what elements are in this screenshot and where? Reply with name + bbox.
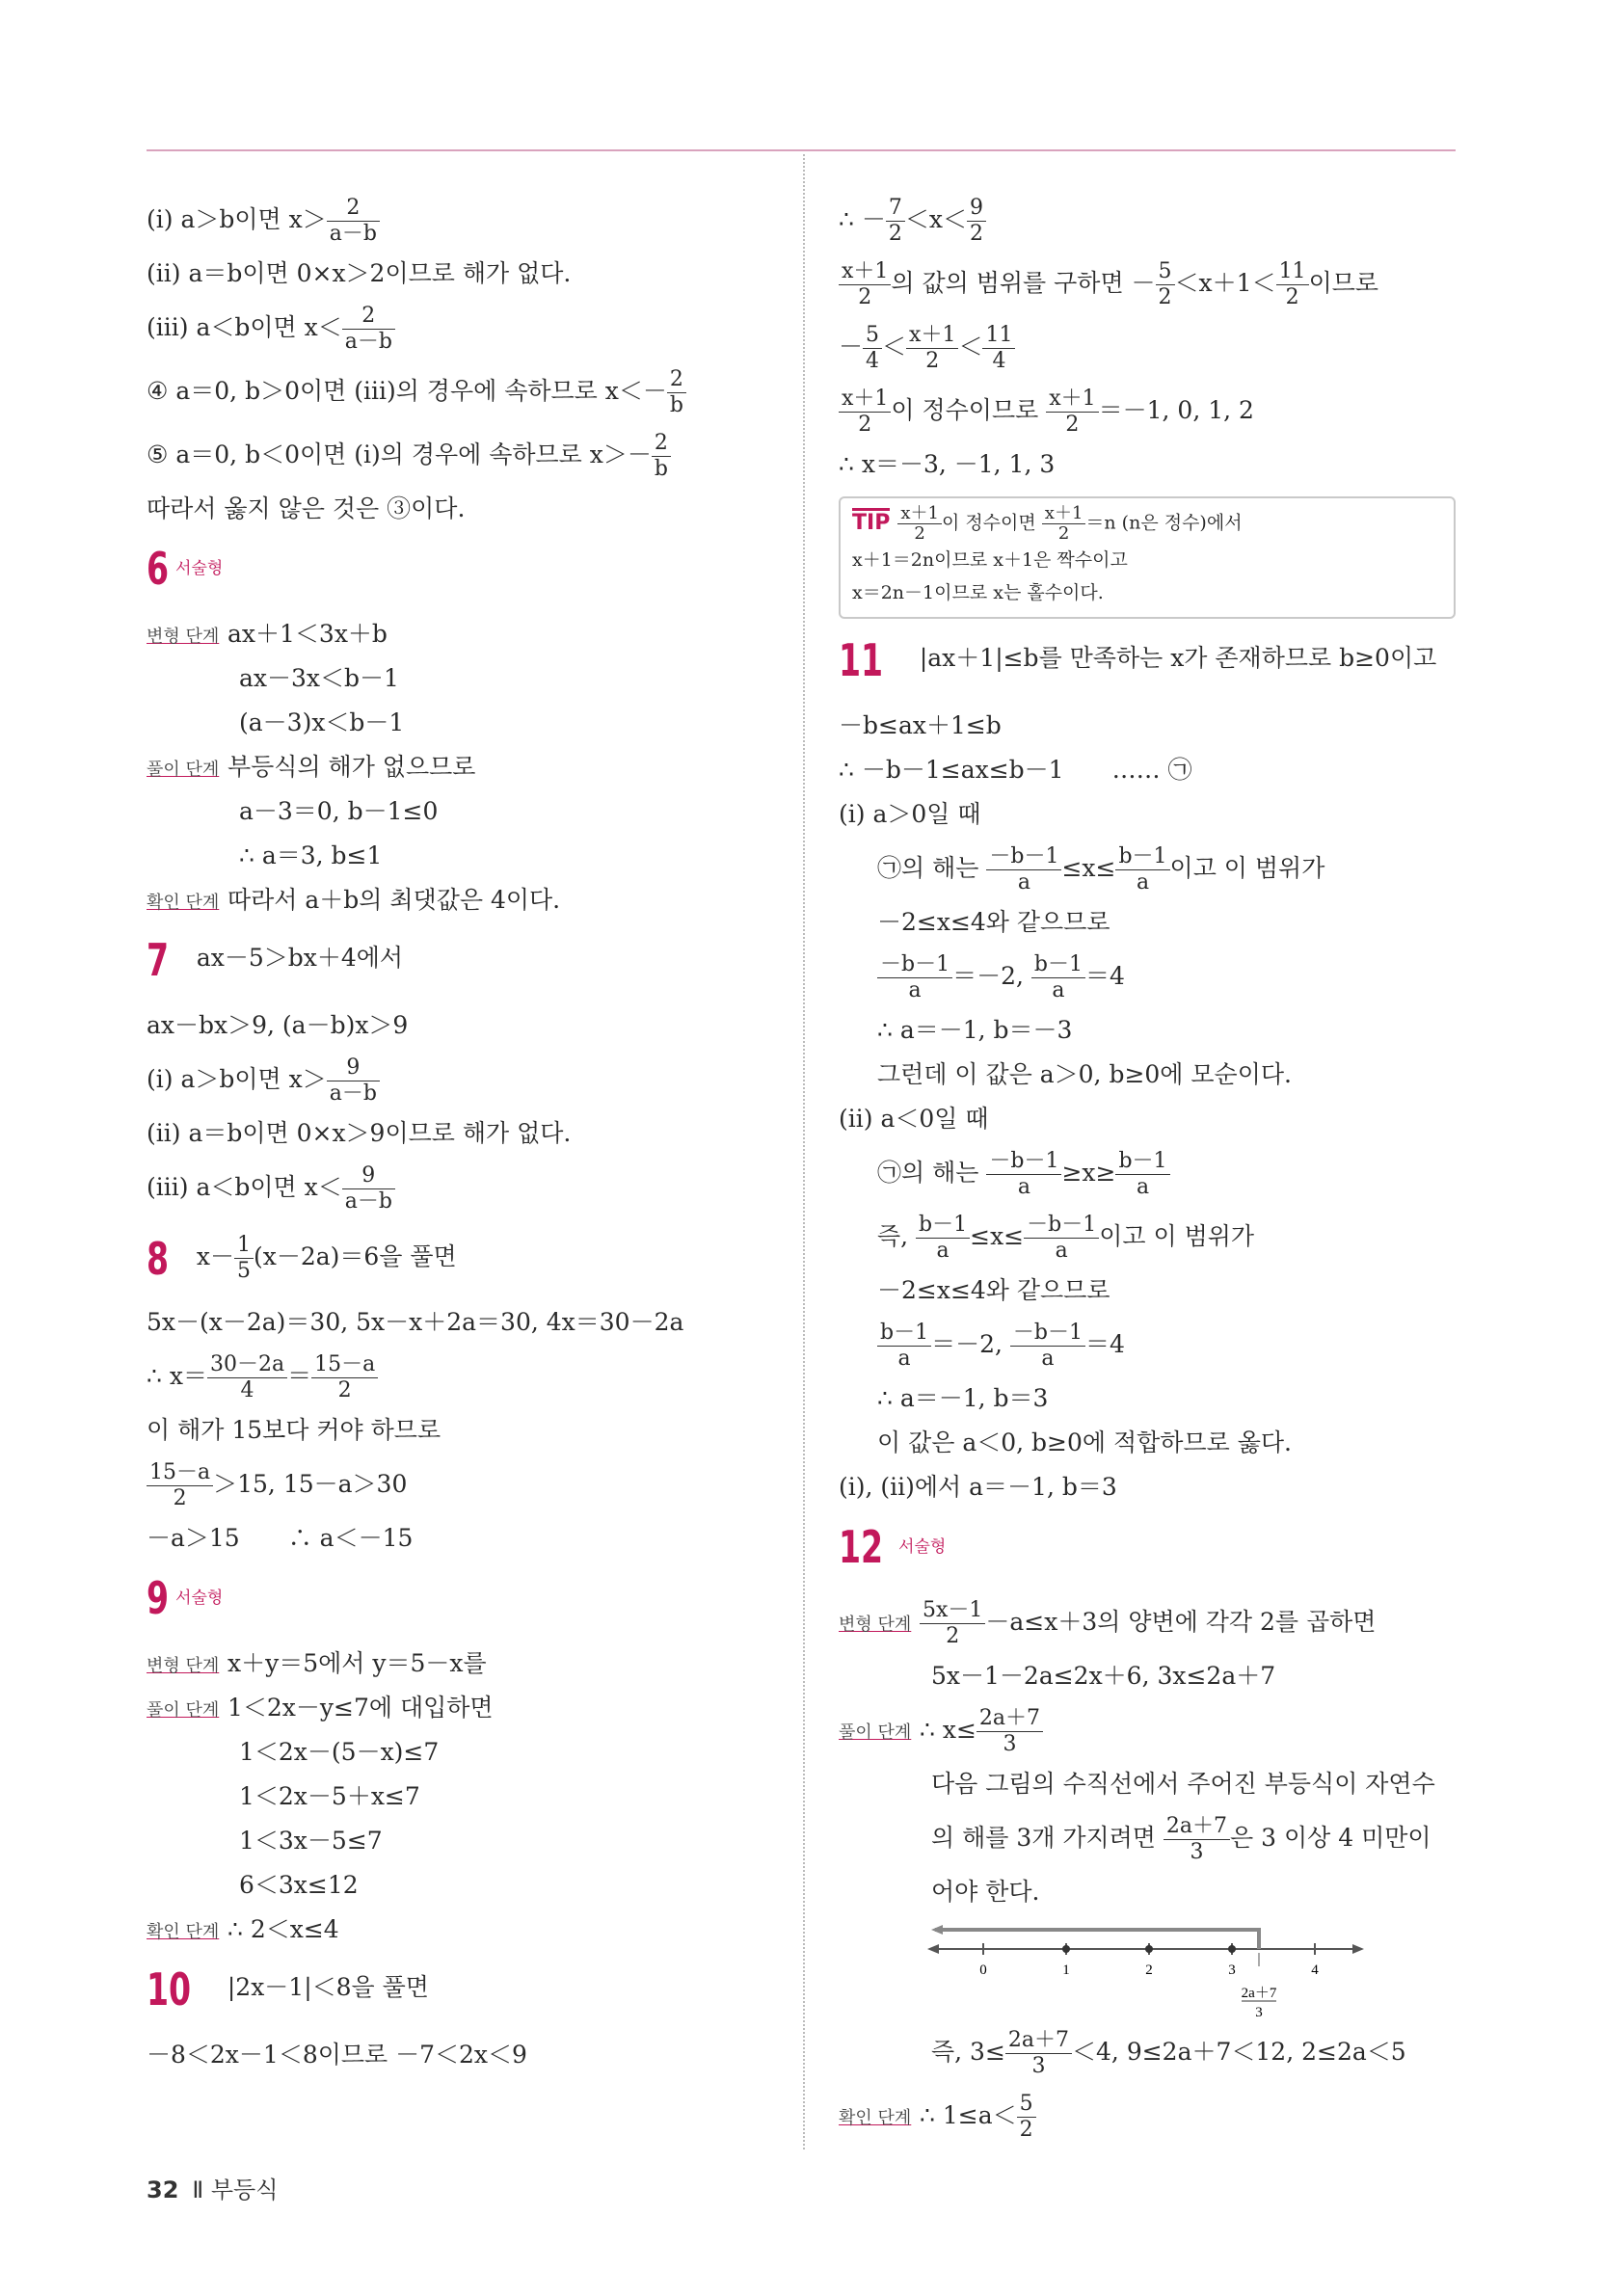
fraction: $\frac{2a+7}{3}$ <box>1164 1814 1230 1865</box>
bracket-arrow-icon <box>931 1925 943 1935</box>
fraction: $\frac{9}{a-b}$ <box>342 1163 395 1215</box>
tip-line: x＋1＝2n이므로 x＋1은 짝수이고 <box>852 549 1128 571</box>
right-column <box>839 188 1456 2148</box>
fraction: $\frac{b-1}{a}$ <box>1115 1149 1169 1200</box>
step-label: 풀이 단계 <box>147 760 220 780</box>
page-footer <box>147 2171 278 2204</box>
fraction: $\frac{-b-1}{a}$ <box>986 844 1061 895</box>
number-line-figure <box>925 1914 1456 2020</box>
fraction: $\frac{5}{4}$ <box>863 323 882 374</box>
fraction: $\frac{2}{b}$ <box>652 431 671 482</box>
natural-solution-point <box>1062 1945 1070 1953</box>
essay-tag: 서술형 <box>175 1588 224 1608</box>
fraction: $\frac{x+1}{2}$ <box>839 387 891 438</box>
fraction: $\frac{x+1}{2}$ <box>906 323 958 374</box>
solution-line: $\frac{x+1}{2}$ 의 값의 범위를 구하면 － $\frac{5}{2}$ ＜x＋1＜ $\frac{11}{2}$ 이므로 <box>839 252 1456 315</box>
step-label: 확인 단계 <box>147 1922 220 1942</box>
solution-line: － $\frac{5}{4}$ ＜ $\frac{x+1}{2}$ ＜ $\frac{11}{4}$ <box>839 315 1456 379</box>
fraction: $\frac{5}{2}$ <box>1156 259 1175 310</box>
fraction: $\frac{b-1}{a}$ <box>916 1213 970 1264</box>
solution-line: 풀이 단계 ∴ x≤ $\frac{2a+7}{3}$ <box>839 1698 1456 1762</box>
step-label: 변형 단계 <box>147 1656 220 1676</box>
fraction: $\frac{2a+7}{3}$ <box>976 1706 1043 1757</box>
problem-number: 8 <box>147 1232 170 1285</box>
fraction: $\frac{15-a}{2}$ <box>147 1460 213 1511</box>
solution-line: －2≤x≤4와 같으므로 <box>877 1276 1110 1304</box>
solution-line: －b≤ax＋1≤b <box>839 711 1002 739</box>
solution-line: 풀이 단계 1＜2x－y≤7에 대입하면 <box>147 1686 773 1730</box>
fraction: $\frac{x+1}{2}$ <box>897 504 942 544</box>
solution-5-continued <box>147 188 773 531</box>
solution-line: (ⅱ) a＜0일 때 <box>839 1105 989 1133</box>
solution-line: ∴ a＝－1, b＝3 <box>877 1384 1049 1412</box>
problem-number: 9 <box>147 1571 170 1624</box>
problem-heading <box>147 1571 773 1642</box>
tick-label: 0 <box>979 1962 987 1978</box>
solution-line: (a－3)x＜b－1 <box>239 708 405 736</box>
solution-line: a－3＝0, b－1≤0 <box>239 797 439 825</box>
fraction: $\frac{5x-1}{2}$ <box>920 1598 985 1649</box>
solution-9 <box>147 1571 773 1952</box>
solution-line: $\frac{-b-1}{a}$ ＝－2, $\frac{b-1}{a}$ ＝4 <box>839 945 1456 1008</box>
solution-line: (ⅰ) a＞b이면 x＞ $\frac{9}{a-b}$ <box>147 1048 773 1111</box>
problem-number: 11 <box>839 633 884 686</box>
solution-line: (ⅱ) a＝b이면 0×x＞9이므로 해가 없다. <box>147 1119 572 1147</box>
problem-heading <box>147 542 773 612</box>
solution-line: ④ a＝0, b＞0이면 (ⅲ)의 경우에 속하므로 x＜－ $\frac{2}{b}$ <box>147 360 773 423</box>
solution-line: 확인 단계 따라서 a＋b의 최댓값은 4이다. <box>147 878 773 922</box>
page-number: 32 <box>147 2176 179 2203</box>
problem-number: 10 <box>147 1962 192 2016</box>
solution-line: $\frac{x+1}{2}$ 이 정수이므로 $\frac{x+1}{2}$ ＝－1, 0, 1, 2 <box>839 379 1456 442</box>
step-label: 확인 단계 <box>147 893 220 913</box>
solution-line: 변형 단계 x＋y＝5에서 y＝5－x를 <box>147 1642 773 1686</box>
solution-line: ㉠의 해는 $\frac{-b-1}{a}$ ≤x≤ $\frac{b-1}{a}$ 이고 이 범위가 <box>877 844 1325 894</box>
fraction: $\frac{x+1}{2}$ <box>839 259 891 310</box>
top-rule <box>147 149 1456 151</box>
solution-line: 의 해를 3개 가지려면 $\frac{2a+7}{3}$ 은 3 이상 4 미만이 <box>931 1814 1431 1864</box>
solution-line: (ⅰ) a＞b이면 x＞ $\frac{2}{a-b}$ <box>147 188 773 252</box>
solution-line: ax－bx＞9, (a－b)x＞9 <box>147 1011 409 1039</box>
marker-label-denominator: 3 <box>1255 2005 1263 2020</box>
tip-box <box>839 496 1456 619</box>
fraction: $\frac{9}{2}$ <box>967 196 986 247</box>
solution-line: (ⅲ) a＜b이면 x＜ $\frac{9}{a-b}$ <box>147 1156 773 1219</box>
marker-label-numerator: 2a＋7 <box>1241 1986 1277 2001</box>
solution-line: 이 값은 a＜0, b≥0에 적합하므로 옳다. <box>877 1428 1292 1456</box>
solution-line: ∴ x＝－3, －1, 1, 3 <box>839 450 1056 478</box>
tick-label: 1 <box>1062 1962 1070 1978</box>
chapter-title: Ⅱ 부등식 <box>192 2176 279 2203</box>
solution-line: －8＜2x－1＜8이므로 －7＜2x＜9 <box>147 2041 527 2069</box>
left-column <box>147 188 773 2077</box>
solution-line: 풀이 단계 부등식의 해가 없으므로 <box>147 745 773 789</box>
solution-line: 확인 단계 ∴ 1≤a＜ $\frac{5}{2}$ <box>839 2084 1456 2148</box>
essay-tag: 서술형 <box>898 1536 947 1557</box>
fraction: $\frac{-b-1}{a}$ <box>1010 1321 1085 1372</box>
solution-line: (ⅰ) a＞0일 때 <box>839 800 981 828</box>
solution-line: ⑤ a＝0, b＜0이면 (ⅰ)의 경우에 속하므로 x＞－ $\frac{2}{b}$ <box>147 423 773 487</box>
solution-10-continued <box>839 188 1456 487</box>
column-divider <box>803 154 805 2149</box>
solution-line: ㉠의 해는 $\frac{-b-1}{a}$ ≥x≥ $\frac{b-1}{a}$ <box>839 1141 1456 1205</box>
solution-line: ∴ a＝3, b≤1 <box>239 841 383 869</box>
solution-line: 변형 단계 ax＋1＜3x＋b <box>147 612 773 656</box>
tip-line: x＝2n－1이므로 x는 홀수이다. <box>852 582 1104 603</box>
fraction: $\frac{b-1}{a}$ <box>1031 952 1085 1003</box>
solution-line: ∴ x＝ $\frac{30-2a}{4}$ ＝ $\frac{15-a}{2}$ <box>147 1345 773 1408</box>
step-label: 변형 단계 <box>147 627 220 647</box>
solution-line: 6＜3x≤12 <box>239 1871 359 1899</box>
solution-line: 다음 그림의 수직선에서 주어진 부등식이 자연수 <box>931 1770 1435 1798</box>
fraction: $\frac{15-a}{2}$ <box>311 1352 378 1403</box>
solution-line: ∴ － $\frac{7}{2}$ ＜x＜ $\frac{9}{2}$ <box>839 188 1456 252</box>
fraction: $\frac{9}{a-b}$ <box>327 1055 380 1107</box>
problem-number: 6 <box>147 542 170 595</box>
fraction: $\frac{11}{2}$ <box>1276 259 1309 310</box>
problem-heading <box>839 1520 1456 1590</box>
fraction: $\frac{1}{5}$ <box>234 1233 254 1284</box>
axis-arrow-right <box>1352 1944 1364 1954</box>
problem-heading: 11 |ax＋1|≤b를 만족하는 x가 존재하므로 b≥0이고 <box>839 633 1437 686</box>
problem-heading: 8 x－ $\frac{1}{5}$ (x－2a)＝6을 풀면 <box>147 1232 457 1285</box>
fraction: $\frac{b-1}{a}$ <box>1115 844 1169 895</box>
solution-line: 즉, 3≤ $\frac{2a+7}{3}$ ＜4, 9≤2a＋7＜12, 2≤2a＜5 <box>931 2028 1406 2078</box>
solution-line: (ⅲ) a＜b이면 x＜ $\frac{2}{a-b}$ <box>147 296 773 360</box>
solution-line: －a＞15 ∴ a＜－15 <box>147 1524 414 1552</box>
fraction: $\frac{b-1}{a}$ <box>877 1321 931 1372</box>
fraction: $\frac{30-2a}{4}$ <box>207 1352 287 1403</box>
fraction: $\frac{2}{a-b}$ <box>342 304 395 355</box>
solution-line: 1＜2x－5＋x≤7 <box>239 1782 420 1810</box>
solution-line: (ⅰ), (ⅱ)에서 a＝－1, b＝3 <box>839 1473 1117 1501</box>
solution-8 <box>147 1233 773 1561</box>
solution-line: 그런데 이 값은 a＞0, b≥0에 모순이다. <box>877 1060 1292 1088</box>
solution-11 <box>839 633 1456 1509</box>
solution-12 <box>839 1520 1456 2148</box>
problem-heading: 7 ax－5＞bx＋4에서 <box>147 933 404 986</box>
number-line-svg <box>925 1914 1378 2020</box>
natural-solution-point <box>1228 1945 1236 1953</box>
step-label: 확인 단계 <box>839 2108 912 2128</box>
tick-label: 2 <box>1145 1962 1153 1978</box>
solution-6 <box>147 542 773 922</box>
solution-line: －2≤x≤4와 같으므로 <box>877 908 1110 936</box>
solution-line: 이 해가 15보다 커야 하므로 <box>147 1416 441 1444</box>
solution-line: 1＜3x－5≤7 <box>239 1827 383 1855</box>
solution-7 <box>147 933 773 1219</box>
tip-line: TIP $\frac{x+1}{2}$ 이 정수이면 $\frac{x+1}{2}$ ＝n (n은 정수)에서 <box>852 503 1243 544</box>
fraction: $\frac{2}{a-b}$ <box>327 196 380 247</box>
tip-label: TIP <box>852 508 890 535</box>
fraction: $\frac{x+1}{2}$ <box>1046 387 1098 438</box>
natural-solution-point <box>1145 1945 1153 1953</box>
solution-line: 따라서 옳지 않은 것은 ③이다. <box>147 494 466 522</box>
fraction: $\frac{11}{4}$ <box>982 323 1015 374</box>
solution-line: 확인 단계 ∴ 2＜x≤4 <box>147 1908 773 1952</box>
tick-label: 3 <box>1228 1962 1236 1978</box>
fraction: $\frac{-b-1}{a}$ <box>986 1149 1061 1200</box>
solution-line: 변형 단계 $\frac{5x-1}{2}$ －a≤x＋3의 양변에 각각 2를 곱하면 <box>839 1590 1456 1654</box>
solution-line: 5x－(x－2a)＝30, 5x－x＋2a＝30, 4x＝30－2a <box>147 1308 684 1336</box>
step-label: 풀이 단계 <box>147 1700 220 1721</box>
fraction: $\frac{-b-1}{a}$ <box>877 952 952 1003</box>
solution-line: ∴ a＝－1, b＝－3 <box>877 1016 1073 1044</box>
solution-line: ax－3x＜b－1 <box>239 664 399 692</box>
solution-line: (ⅱ) a＝b이면 0×x＞2이므로 해가 없다. <box>147 259 572 287</box>
problem-heading: 10 |2x－1|＜8을 풀면 <box>147 1962 429 2016</box>
fraction: $\frac{2a+7}{3}$ <box>1005 2028 1072 2079</box>
solution-line: 5x－1－2a≤2x＋6, 3x≤2a＋7 <box>931 1662 1276 1690</box>
problem-number: 7 <box>147 933 170 986</box>
fraction: $\frac{x+1}{2}$ <box>1042 504 1086 544</box>
solution-line: $\frac{b-1}{a}$ ＝－2, $\frac{-b-1}{a}$ ＝4 <box>839 1313 1456 1376</box>
solution-line: 즉, $\frac{b-1}{a}$ ≤x≤ $\frac{-b-1}{a}$ 이고 이 범위가 <box>877 1213 1255 1263</box>
tick-label: 4 <box>1311 1962 1319 1978</box>
solution-line: $\frac{15-a}{2}$ ＞15, 15－a＞30 <box>147 1453 773 1516</box>
fraction: $\frac{7}{2}$ <box>886 196 905 247</box>
axis-arrow-left <box>927 1944 939 1954</box>
fraction: $\frac{5}{2}$ <box>1017 2092 1036 2143</box>
fraction: $\frac{2}{b}$ <box>667 367 686 418</box>
solution-line: ∴ －b－1≤ax≤b－1 …… ㉠ <box>839 756 1192 784</box>
step-label: 풀이 단계 <box>839 1722 912 1743</box>
step-label: 변형 단계 <box>839 1615 912 1635</box>
solution-line: 어야 한다. <box>931 1878 1040 1906</box>
solution-10 <box>147 1962 773 2077</box>
essay-tag: 서술형 <box>175 558 224 578</box>
problem-number: 12 <box>839 1520 884 1573</box>
solution-line: 1＜2x－(5－x)≤7 <box>239 1738 440 1766</box>
fraction: $\frac{-b-1}{a}$ <box>1024 1213 1099 1264</box>
